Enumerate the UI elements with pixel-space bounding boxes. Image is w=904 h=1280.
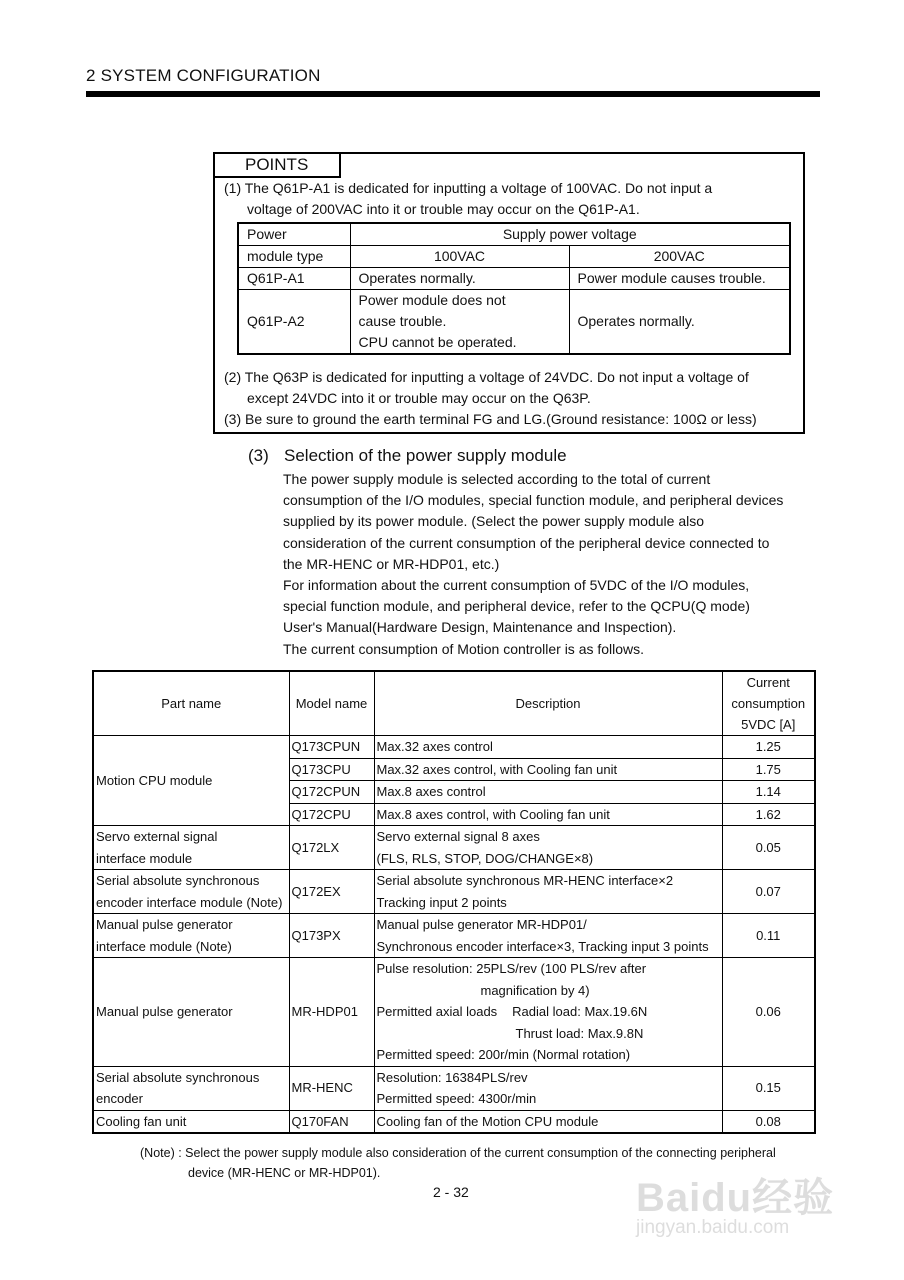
section-title: Selection of the power supply module xyxy=(284,446,567,465)
cell-line: Permitted speed: 200r/min (Normal rotation) xyxy=(376,1047,631,1062)
cell-line: Manual pulse generator xyxy=(96,917,233,932)
cell-200: Operates normally. xyxy=(569,289,790,354)
cell-line-part: Radial load: Max.19.6N xyxy=(512,1004,648,1019)
cell-line xyxy=(377,1001,720,1023)
watermark-url: jingyan.baidu.com xyxy=(636,1217,790,1238)
page-number: 2 - 32 xyxy=(433,1184,469,1200)
col-200vac: 200VAC xyxy=(569,245,790,267)
cell-line: Resolution: 16384PLS/rev xyxy=(376,1069,528,1085)
paragraph-line: The power supply module is selected according to the total of current xyxy=(283,471,711,487)
cell-current: 1.62 xyxy=(722,803,815,826)
paragraph-line: consumption of the I/O modules, special function module, and peripheral devices xyxy=(283,492,784,509)
points-box xyxy=(213,152,805,434)
cell-line: Manual pulse generator MR-HDP01/ xyxy=(376,917,587,932)
cell-current: 0.07 xyxy=(722,870,815,914)
cell-100-line: cause trouble. xyxy=(358,312,447,329)
cell-model: Q170FAN xyxy=(289,1110,374,1133)
cell-line: Pulse resolution: 25PLS/rev (100 PLS/rev after xyxy=(376,961,647,976)
cell-line: Servo external signal 8 axes xyxy=(376,829,540,844)
cell-desc xyxy=(374,958,722,1067)
point-1-line-2: voltage of 200VAC into it or trouble may occur on the Q61P-A1. xyxy=(247,201,640,217)
table-row xyxy=(93,958,815,1067)
table-row xyxy=(238,289,790,354)
cell-200: Power module causes trouble. xyxy=(569,267,790,289)
cell-current: 0.06 xyxy=(722,958,815,1067)
cell-part: Manual pulse generator xyxy=(93,958,289,1067)
table-row xyxy=(93,870,815,914)
cell-current: 1.75 xyxy=(722,758,815,781)
power-voltage-table xyxy=(237,222,791,355)
section-heading xyxy=(248,446,567,466)
cell-model: Q172LX xyxy=(289,826,374,870)
table-row xyxy=(93,1110,815,1133)
table-row xyxy=(238,267,790,289)
cell-100 xyxy=(350,289,569,354)
col-power: Power xyxy=(238,223,350,245)
header-model-name: Model name xyxy=(289,671,374,736)
section-paragraph xyxy=(283,469,823,660)
cell-desc xyxy=(374,870,722,914)
footnote-line: device (MR-HENC or MR-HDP01). xyxy=(188,1166,381,1180)
col-module-type: module type xyxy=(238,245,350,267)
cell-model: Q173PX xyxy=(289,914,374,958)
cell-type: Q61P-A2 xyxy=(238,289,350,354)
header-current xyxy=(722,671,815,736)
current-consumption-table xyxy=(92,670,816,1134)
header-current-line: Current xyxy=(746,675,790,690)
cell-100-line: Power module does not xyxy=(358,291,506,308)
cell-line: Synchronous encoder interface×3, Tracking input 3 points xyxy=(376,938,709,954)
cell-current: 0.11 xyxy=(722,914,815,958)
cell-line: Tracking input 2 points xyxy=(376,894,507,910)
watermark-logo: Baidu经验 xyxy=(636,1176,835,1220)
col-100vac: 100VAC xyxy=(350,245,569,267)
header-current-line: 5VDC [A] xyxy=(741,717,796,732)
point-1-line-1: (1) The Q61P-A1 is dedicated for inputting a voltage of 100VAC. Do not input a xyxy=(224,180,713,196)
cell-model: Q172EX xyxy=(289,870,374,914)
cell-part xyxy=(93,914,289,958)
cell-desc xyxy=(374,914,722,958)
table-row xyxy=(93,914,815,958)
cell-part xyxy=(93,1066,289,1110)
cell-line-part: Permitted axial loads xyxy=(376,1004,498,1019)
paragraph-line: the MR-HENC or MR-HDP01, etc.) xyxy=(283,555,500,572)
cell-model: Q173CPUN xyxy=(289,736,374,759)
cell-part xyxy=(93,826,289,870)
cell-type: Q61P-A1 xyxy=(238,267,350,289)
table-row xyxy=(93,736,815,759)
cell-model: MR-HDP01 xyxy=(289,958,374,1067)
cell-model: Q172CPU xyxy=(289,803,374,826)
baidu-watermark xyxy=(636,1166,866,1252)
paragraph-line: For information about the current consumption of 5VDC of the I/O modules, xyxy=(283,577,750,594)
paragraph-line: supplied by its power module. (Select the power supply module also xyxy=(283,513,705,530)
cell-line: Serial absolute synchronous xyxy=(96,873,260,888)
cell-model: Q173CPU xyxy=(289,758,374,781)
footnote-line: (Note) : Select the power supply module also consideration of the current consumption of the connecting peripheral xyxy=(140,1146,776,1160)
cell-100-line: CPU cannot be operated. xyxy=(358,333,517,350)
paragraph-line: User's Manual(Hardware Design, Maintenance and Inspection). xyxy=(283,619,677,636)
cell-desc: Max.32 axes control, with Cooling fan unit xyxy=(374,758,722,781)
section-label: (3) xyxy=(248,446,269,465)
point-2-line-2: except 24VDC into it or trouble may occur on the Q63P. xyxy=(247,390,591,406)
cell-desc: Max.32 axes control xyxy=(374,736,722,759)
cell-100: Operates normally. xyxy=(350,267,569,289)
cell-desc xyxy=(374,1066,722,1110)
cell-part xyxy=(93,870,289,914)
table-row xyxy=(93,1066,815,1110)
cell-line: encoder interface module (Note) xyxy=(96,894,283,910)
cell-line: Servo external signal xyxy=(96,829,218,844)
col-supply-voltage: Supply power voltage xyxy=(350,223,790,245)
cell-line: encoder xyxy=(96,1091,143,1106)
cell-current: 1.25 xyxy=(722,736,815,759)
table-header-row xyxy=(93,671,815,736)
page-header-title: 2 SYSTEM CONFIGURATION xyxy=(86,66,321,85)
header-part-name: Part name xyxy=(93,671,289,736)
cell-desc: Cooling fan of the Motion CPU module xyxy=(374,1110,722,1133)
cell-line: Permitted speed: 4300r/min xyxy=(376,1091,537,1106)
cell-part: Cooling fan unit xyxy=(93,1110,289,1133)
cell-model: MR-HENC xyxy=(289,1066,374,1110)
cell-line: magnification by 4) xyxy=(480,982,590,998)
cell-current: 0.08 xyxy=(722,1110,815,1133)
cell-current: 0.15 xyxy=(722,1066,815,1110)
cell-desc: Max.8 axes control xyxy=(374,781,722,804)
cell-line: interface module (Note) xyxy=(96,938,232,954)
cell-desc: Max.8 axes control, with Cooling fan unit xyxy=(374,803,722,826)
header-current-line: consumption xyxy=(731,696,806,711)
cell-line: Serial absolute synchronous xyxy=(96,1069,260,1085)
cell-model: Q172CPUN xyxy=(289,781,374,804)
cell-part: Motion CPU module xyxy=(93,736,289,826)
table-row xyxy=(93,826,815,870)
point-3: (3) Be sure to ground the earth terminal FG and LG.(Ground resistance: 100Ω or less) xyxy=(224,411,757,427)
cell-line: Thrust load: Max.9.8N xyxy=(515,1025,644,1041)
cell-desc xyxy=(374,826,722,870)
cell-current: 1.14 xyxy=(722,781,815,804)
header-rule xyxy=(86,91,820,97)
header-description: Description xyxy=(374,671,722,736)
paragraph-line: special function module, and peripheral device, refer to the QCPU(Q mode) xyxy=(283,598,750,615)
paragraph-line: The current consumption of Motion controller is as follows. xyxy=(283,640,645,657)
points-tab: POINTS xyxy=(213,152,341,178)
cell-line: interface module xyxy=(96,850,193,866)
point-2-line-1: (2) The Q63P is dedicated for inputting a voltage of 24VDC. Do not input a voltage of xyxy=(224,369,749,385)
cell-line: (FLS, RLS, STOP, DOG/CHANGE×8) xyxy=(376,850,594,866)
paragraph-line: consideration of the current consumption of the peripheral device connected to xyxy=(283,534,770,551)
cell-line: Serial absolute synchronous MR-HENC interface×2 xyxy=(376,873,674,888)
cell-current: 0.05 xyxy=(722,826,815,870)
